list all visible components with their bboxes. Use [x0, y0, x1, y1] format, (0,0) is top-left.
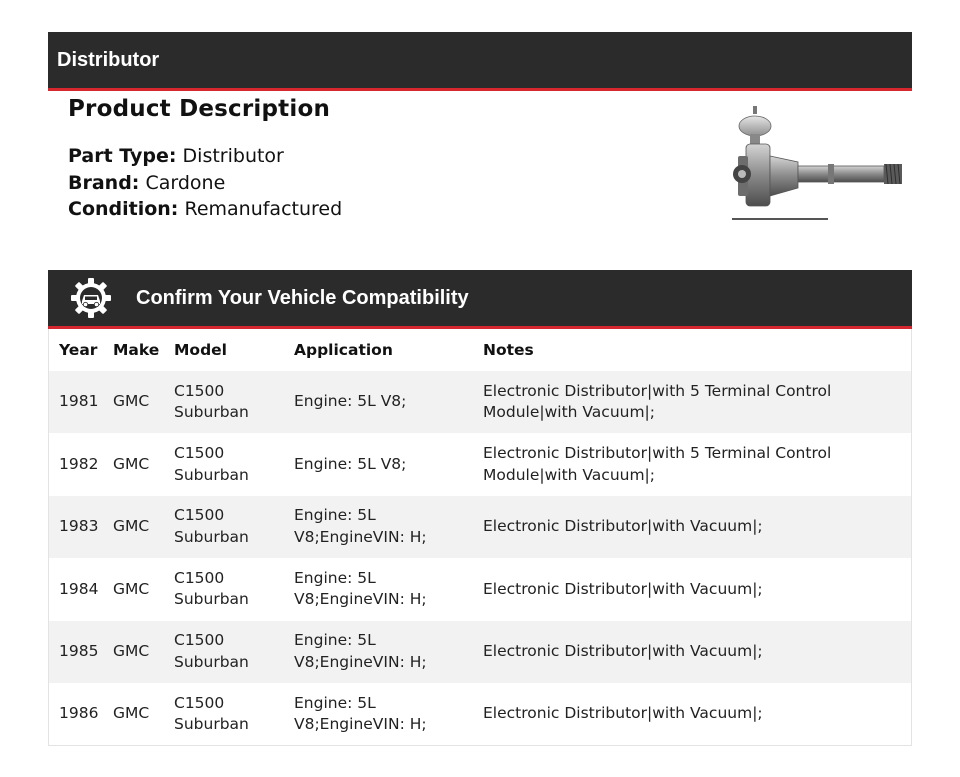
- table-row: [49, 621, 911, 683]
- brand-value: Cardone: [145, 171, 226, 194]
- gear-car-icon: [70, 277, 112, 319]
- condition-label: Condition:: [68, 198, 179, 220]
- cell-model: C1500 Suburban: [174, 444, 249, 484]
- cell-model: C1500 Suburban: [174, 631, 249, 671]
- compatibility-table: [49, 329, 911, 745]
- cell-model: C1500 Suburban: [174, 506, 249, 546]
- table-row: [49, 558, 911, 620]
- cell-make: GMC: [113, 704, 150, 723]
- cell-make: GMC: [113, 454, 150, 473]
- cell-application: Engine: 5L V8;EngineVIN: H;: [294, 506, 427, 546]
- cell-application: Engine: 5L V8;EngineVIN: H;: [294, 693, 427, 734]
- cell-year: 1985: [59, 642, 99, 660]
- column-model: Model: [174, 341, 227, 359]
- cell-year: 1984: [59, 579, 99, 598]
- compatibility-title: Confirm Your Vehicle Compatibility: [136, 286, 469, 309]
- cell-model: C1500 Suburban: [174, 568, 249, 609]
- cell-application: Engine: 5L V8;EngineVIN: H;: [294, 568, 427, 609]
- brand-row: [68, 170, 342, 197]
- cell-notes: Electronic Distributor|with 5 Terminal Control Module|with Vacuum|;: [483, 381, 832, 422]
- cell-year: 1983: [59, 517, 99, 536]
- description-heading: Product Description: [68, 96, 331, 122]
- cell-notes: Electronic Distributor|with Vacuum|;: [483, 704, 763, 723]
- part-type-row: [68, 143, 342, 170]
- table-row: [49, 496, 911, 558]
- table-row: [49, 683, 911, 745]
- product-description: [68, 96, 342, 223]
- cell-application: Engine: 5L V8;EngineVIN: H;: [294, 631, 427, 671]
- cell-make: GMC: [113, 517, 150, 536]
- cell-year: 1982: [59, 454, 99, 473]
- part-type-label: Part Type:: [68, 145, 177, 167]
- column-application: Application: [294, 341, 393, 359]
- part-type-value: Distributor: [182, 145, 284, 167]
- cell-application: Engine: 5L V8;: [294, 454, 407, 473]
- cell-notes: Electronic Distributor|with Vacuum|;: [483, 517, 763, 536]
- cell-make: GMC: [113, 642, 150, 660]
- title-bar: [48, 32, 912, 91]
- table-header-row: [49, 329, 911, 371]
- cell-model: C1500 Suburban: [174, 693, 249, 734]
- cell-make: GMC: [113, 392, 150, 411]
- cell-model: C1500 Suburban: [174, 381, 249, 422]
- product-image: [728, 104, 906, 226]
- cell-notes: Electronic Distributor|with Vacuum|;: [483, 579, 763, 598]
- cell-notes: Electronic Distributor|with 5 Terminal Control Module|with Vacuum|;: [483, 444, 832, 484]
- page-title: Distributor: [57, 48, 160, 71]
- cell-year: 1986: [59, 704, 99, 723]
- column-make: Make: [113, 341, 160, 359]
- cell-make: GMC: [113, 579, 150, 598]
- column-notes: Notes: [483, 341, 534, 359]
- cell-year: 1981: [59, 392, 99, 411]
- table-row: [49, 433, 911, 495]
- cell-notes: Electronic Distributor|with Vacuum|;: [483, 642, 763, 660]
- table-row: [49, 371, 911, 433]
- compatibility-bar: [48, 270, 912, 329]
- condition-value: Remanufactured: [184, 198, 343, 220]
- column-year: Year: [59, 341, 98, 359]
- condition-row: [68, 196, 342, 223]
- cell-application: Engine: 5L V8;: [294, 392, 407, 411]
- compatibility-table-wrap: [48, 329, 912, 746]
- brand-label: Brand:: [68, 171, 140, 194]
